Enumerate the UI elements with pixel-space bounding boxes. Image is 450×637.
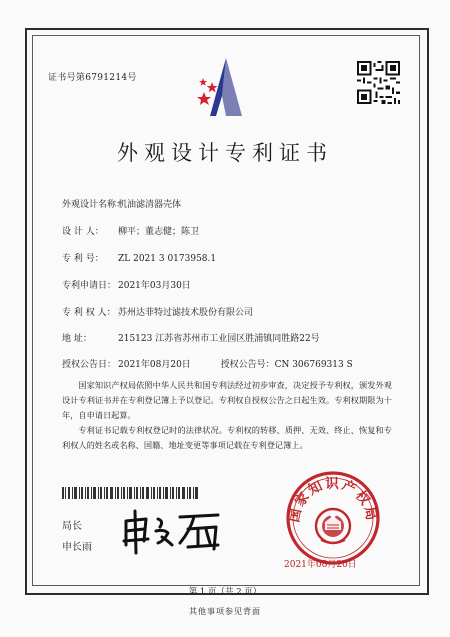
page-number: 第 1 页（共 2 页） — [188, 587, 262, 597]
filing-date-label: 专利申请日： — [62, 281, 117, 291]
address-label: 地 址： — [62, 334, 92, 344]
field-address — [62, 331, 320, 344]
statement-paragraph-1 — [62, 378, 392, 423]
grant-date-label: 授权公告日： — [62, 360, 117, 370]
signatory-title: 局长 — [62, 521, 82, 532]
certificate-title: 外观设计专利证书 — [117, 141, 333, 165]
barcode-icon — [62, 487, 198, 499]
grant-number-label: 授权公告号： — [220, 360, 275, 370]
patentee-label: 专 利 权 人： — [62, 308, 116, 318]
certificate-number: 证书号第6791214号 — [48, 73, 137, 83]
field-filing-date — [62, 278, 191, 291]
grant-number-value: CN 306769313 S — [274, 360, 353, 370]
address-value: 215123 江苏省苏州市工业园区胜浦镇同胜路22号 — [118, 334, 320, 344]
designer-value: 柳平；董志健；陈卫 — [118, 227, 200, 237]
field-patent-number — [62, 251, 216, 264]
statement-paragraph-2 — [62, 423, 392, 453]
handwritten-signature — [118, 507, 228, 555]
seal-date: 2021年08月20日 — [284, 560, 357, 570]
statement-text-1: 国家知识产权局依照中华人民共和国专利法经过初步审查，决定授予专利权，颁发外观设计专利证书并在专利登记簿上予以登记。专利权自授权公告之日起生效。专利权期限为十年，自申请日起算。 — [62, 380, 392, 420]
signatory-name: 申长雨 — [62, 542, 92, 553]
statement-text-2: 专利证书记载专利权登记时的法律状况。专利权的转移、质押、无效、终止、恢复和专利权人的姓名或名称、国籍、地址变更等事项记载在专利登记簿上。 — [62, 425, 392, 450]
design-name-label: 外观设计名称： — [62, 200, 126, 210]
field-designer — [62, 224, 199, 237]
cnipa-emblem-icon — [196, 56, 244, 120]
patent-number-label: 专 利 号： — [62, 254, 104, 264]
grant-date-value: 2021年08月20日 — [118, 360, 191, 370]
seal-text: 国家知识产权局 — [286, 475, 380, 524]
design-name-value: 机油滤清器壳体 — [118, 200, 182, 210]
patentee-value: 苏州达菲特过滤技术股份有限公司 — [118, 308, 254, 318]
field-grant-date — [62, 357, 353, 370]
official-seal — [285, 470, 381, 566]
footer-note: 其他事项参见背面 — [189, 607, 261, 616]
designer-label: 设 计 人： — [62, 227, 104, 237]
filing-date-value: 2021年03月30日 — [118, 281, 191, 291]
field-design-name — [62, 197, 181, 210]
patent-number-value: ZL 2021 3 0173958.1 — [118, 254, 217, 264]
qr-code-icon — [357, 61, 400, 104]
field-patentee — [62, 305, 253, 318]
